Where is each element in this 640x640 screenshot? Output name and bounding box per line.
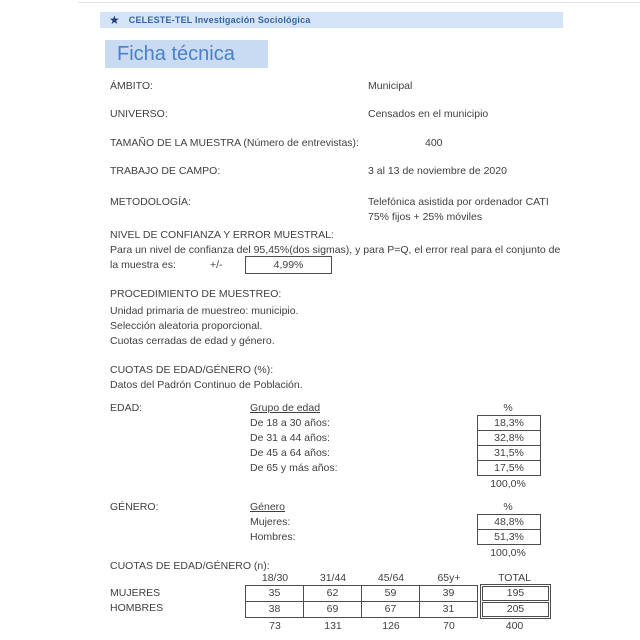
age-row-label: De 18 a 30 años: (250, 417, 330, 429)
n-col-header-18-30: 18/30 (261, 572, 289, 584)
plus-minus-sign: +/- (210, 259, 223, 271)
gender-total: 100,0% (490, 547, 526, 559)
n-footer-18-30: 73 (269, 620, 281, 632)
sampling-line-2: Selección aleatoria proporcional. (110, 320, 263, 332)
field-value-metodologia-line2: 75% fijos + 25% móviles (368, 211, 483, 223)
field-value-tamano-muestra: 400 (425, 137, 443, 149)
n-footer-31-44: 131 (324, 620, 342, 632)
age-percent-table (477, 415, 541, 476)
n-cell: 38 (246, 602, 304, 618)
gender-column-header: Género (250, 501, 286, 513)
sampling-error-box: 4,99% (245, 256, 332, 274)
field-value-metodologia-line1: Telefónica asistida por ordenador CATI (368, 196, 549, 208)
n-row-label-mujeres: MUJERES (110, 587, 161, 599)
age-section-label: EDAD: (110, 402, 143, 414)
quotas-pct-source: Datos del Padrón Continuo de Población. (110, 379, 303, 391)
age-column-header: Grupo de edad (250, 402, 321, 414)
quotas-n-grid (245, 585, 478, 618)
n-col-header-65plus: 65y+ (437, 572, 461, 584)
quotas-n-heading: CUOTAS DE EDAD/GÉNERO (n): (110, 560, 270, 572)
n-footer-65plus: 70 (443, 620, 455, 632)
sampling-lines (110, 304, 299, 349)
confidence-body-line2: la muestra es: (110, 259, 176, 271)
n-cell: 35 (246, 586, 304, 602)
age-percent-cell: 31,5% (478, 446, 540, 461)
scan-edge-line (78, 2, 640, 3)
gender-row-label: Mujeres: (250, 516, 291, 528)
n-total-cell-hombres: 205 (482, 602, 549, 617)
age-percent-cell: 18,3% (478, 416, 540, 431)
n-col-header-total: TOTAL (498, 572, 531, 584)
n-col-header-45-64: 45/64 (377, 572, 405, 584)
n-footer-grand-total: 400 (505, 620, 524, 632)
field-value-trabajo-campo: 3 al 13 de noviembre de 2020 (368, 165, 507, 177)
star-icon: ★ (109, 13, 120, 27)
field-label-trabajo-campo: TRABAJO DE CAMPO: (110, 165, 221, 177)
age-percent-cell: 17,5% (494, 462, 524, 474)
age-row-label: De 45 a 64 años: (250, 447, 330, 459)
n-cell: 31 (420, 602, 478, 618)
field-label-tamano-muestra: TAMAÑO DE LA MUESTRA (Número de entrevistas): (110, 137, 359, 149)
n-total-column (480, 584, 551, 619)
gender-row-label: Hombres: (250, 531, 296, 543)
n-cell: 62 (304, 586, 362, 602)
confidence-body: Para un nivel de confianza del 95,45%(dos sigmas), y para P=Q, el error real para el conjunto de (110, 244, 561, 256)
n-total-cell-mujeres: 195 (482, 586, 549, 601)
gender-section-label: GÉNERO: (110, 501, 159, 513)
brand-name: CELESTE-TEL Investigación Sociológica (128, 15, 311, 25)
age-total: 100,0% (490, 478, 526, 490)
n-cell: 69 (304, 602, 362, 618)
sampling-heading: PROCEDIMIENTO DE MUESTREO: (110, 288, 282, 300)
gender-percent-table (477, 514, 541, 545)
age-row-label: De 31 a 44 años: (250, 432, 330, 444)
field-value-universo: Censados en el municipio (368, 108, 489, 120)
n-cell: 67 (362, 602, 420, 618)
age-percent-header: % (503, 402, 513, 414)
brand-bar (100, 12, 563, 28)
age-row-label: De 65 y más años: (250, 462, 338, 474)
page-title: Ficha técnica (105, 40, 268, 68)
quotas-pct-heading: CUOTAS DE EDAD/GÉNERO (%): (110, 364, 274, 376)
sampling-line-3: Cuotas cerradas de edad y género. (110, 335, 275, 347)
gender-percent-header: % (503, 501, 513, 513)
field-label-metodologia: METODOLOGÍA: (110, 196, 191, 208)
n-footer-45-64: 126 (382, 620, 400, 632)
confidence-heading: NIVEL DE CONFIANZA Y ERROR MUESTRAL: (110, 229, 334, 241)
sampling-line-1: Unidad primaria de muestreo: municipio. (110, 305, 299, 317)
field-label-universo: UNIVERSO: (110, 108, 168, 120)
age-row-labels (250, 416, 338, 476)
n-row-label-hombres: HOMBRES (110, 602, 164, 614)
n-col-header-31-44: 31/44 (319, 572, 347, 584)
n-cell: 59 (362, 586, 420, 602)
age-percent-cell: 32,8% (478, 431, 540, 446)
gender-percent-cell: 51,3% (494, 531, 524, 543)
gender-row-labels (250, 515, 296, 545)
field-label-ambito: ÁMBITO: (110, 80, 153, 92)
field-value-ambito: Municipal (368, 80, 413, 92)
n-cell: 39 (420, 586, 478, 602)
gender-percent-cell: 48,8% (478, 515, 540, 530)
